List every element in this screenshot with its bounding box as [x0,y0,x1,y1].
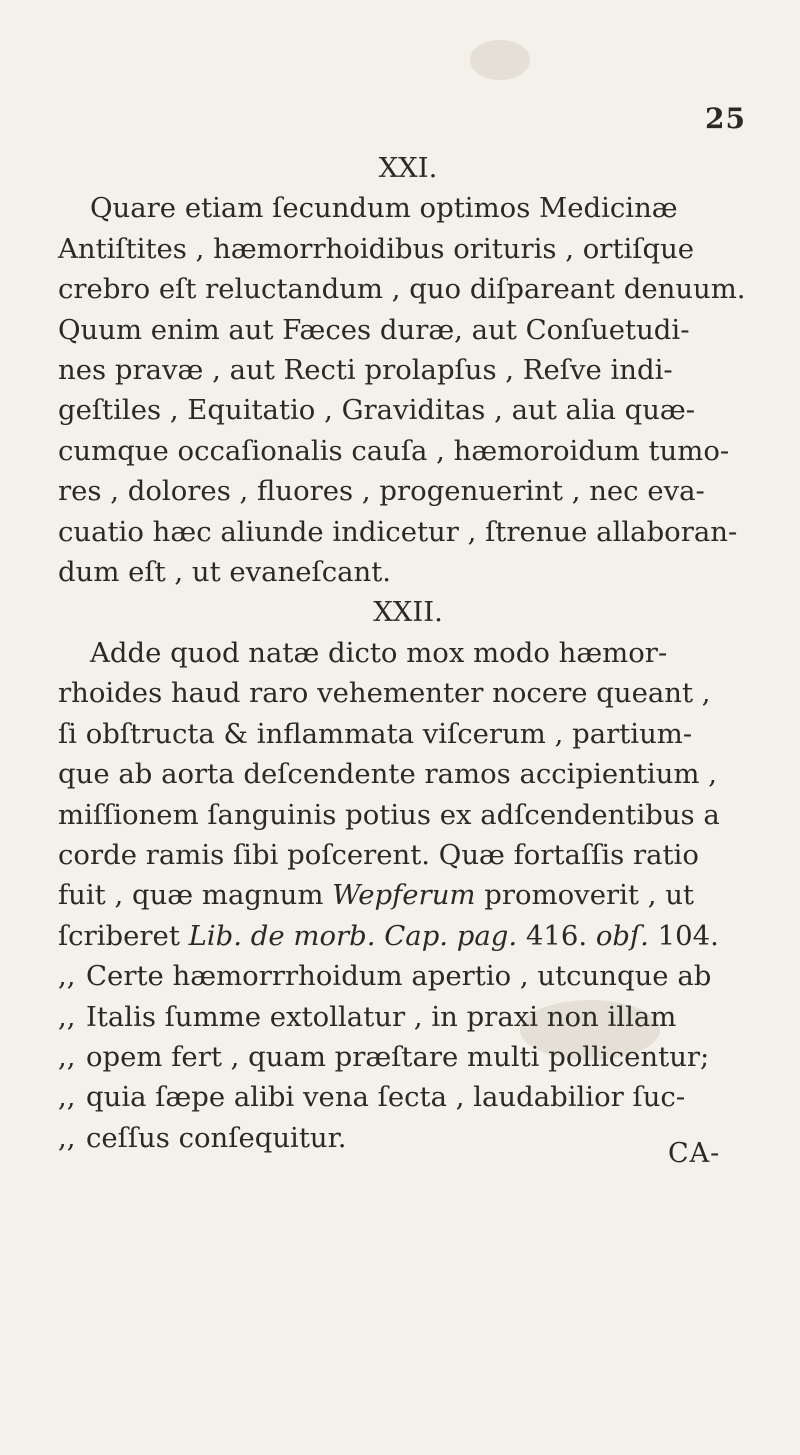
quote-text: opem fert , quam præſtare multi pollicentur; [86,1040,710,1073]
quote-text: ceſſus conſequitur. [86,1121,347,1154]
citation-line [58,916,758,956]
quote-text: Italis ſumme extollatur , in praxi non illam [86,1000,677,1033]
text-line: miſſionem ſanguinis potius ex adſcendentibus a [58,798,720,831]
quote-text: quia ſæpe alibi vena ſecta , laudabilior ſuc- [86,1081,686,1114]
quote-mark: ,, [58,1000,76,1033]
text-line [58,875,758,915]
text-line: res , dolores , fluores , progenuerint , nec eva- [58,475,705,508]
section-heading: XXI. [378,152,438,184]
page-number: 25 [705,102,746,135]
text-line: Quum enim aut Fæces duræ, aut Conſuetudi- [58,313,690,346]
section-heading: XXII. [373,596,443,629]
quote-mark: ,, [58,960,76,993]
text-line: corde ramis ſibi poſcerent. Quæ fortaſſis ratio [58,838,699,871]
text-line: dum eſt , ut evaneſcant. [58,556,392,589]
text-line: nes pravæ , aut Recti prolapſus , Reſve indi- [58,354,673,387]
quote-text: Certe hæmorrrhoidum apertio , utcunque ab [86,960,712,993]
main-text [58,148,758,1158]
text-fragment: promoverit , ut [475,879,694,912]
quote-mark: ,, [58,1121,76,1154]
paper-stain [470,40,530,80]
quote-mark: ,, [58,1040,76,1073]
author-name: Wepferum [332,879,476,912]
text-line: geſtiles , Equitatio , Graviditas , aut alia quæ- [58,394,696,427]
text-line: Antiſtites , hæmorrhoidibus orituris , ortiſque [58,232,695,265]
text-line: cumque occaſionalis cauſa , hæmoroidum tumo- [58,434,730,467]
text-fragment: ſcriberet [58,919,189,952]
citation-number: 104. [648,919,719,952]
text-line: crebro eſt reluctandum , quo diſpareant denuum. [58,273,746,306]
citation-obs: obſ. [595,919,649,952]
catchword: CA- [668,1138,721,1169]
text-line: rhoides haud raro vehementer nocere queant , [58,677,711,710]
quote-line [58,1037,758,1077]
text-fragment: fuit , quæ magnum [58,879,324,912]
quote-line [58,1118,758,1158]
text-line: Quare etiam ſecundum optimos Medicinæ [90,192,678,225]
quote-line [58,956,758,996]
text-line: cuatio hæc aliunde indicetur , ſtrenue allaboran- [58,515,738,548]
text-line: Adde quod natæ dicto mox modo hæmor- [90,636,668,669]
citation-reference: Lib. de morb. Cap. pag. [188,919,518,952]
quote-mark: ,, [58,1081,76,1114]
text-line: ſi obſtructa & inflammata viſcerum , partium- [58,717,693,750]
quote-line [58,997,758,1037]
quote-line [58,1077,758,1117]
citation-page: 416. [517,919,596,952]
text-line: que ab aorta deſcendente ramos accipientium , [58,758,717,791]
